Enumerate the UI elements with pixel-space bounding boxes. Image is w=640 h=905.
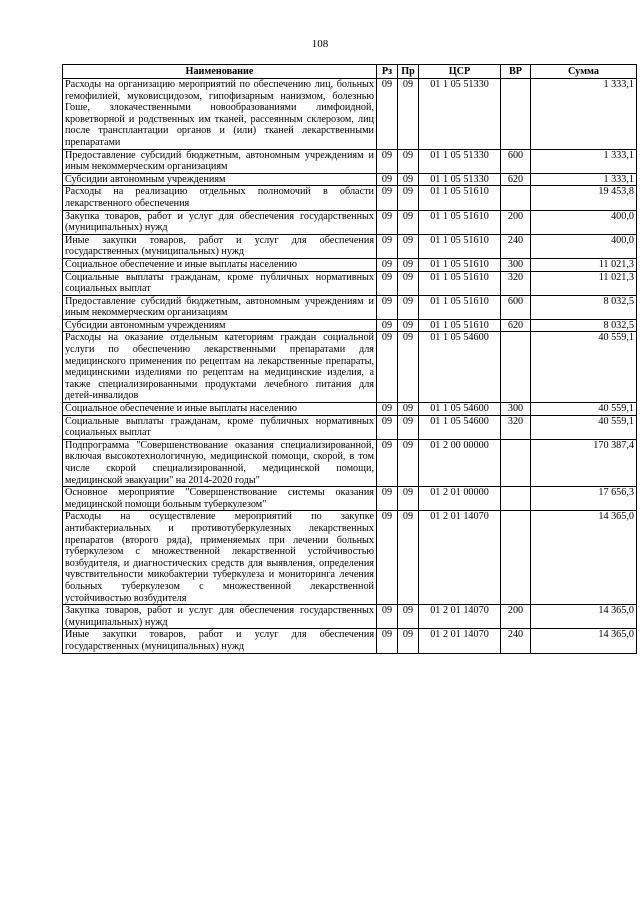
- row-csr: 01 2 01 14070: [419, 511, 501, 605]
- row-pr: 09: [398, 173, 419, 186]
- table-row: [63, 271, 637, 295]
- table-row: [63, 319, 637, 332]
- budget-table: [62, 64, 637, 654]
- row-name: Расходы на осуществление мероприятий по закупке антибактериальных и противотуберкулезных лекарственных препаратов (второго ряда), применяемых при лечении больных туберкулезом с множественной лекарственной устойчивостью возбудителя, и диагностических средств для выявления, определения чувствительности микобактерии туберкулеза и мониторинга лечения больных туберкулезом с множественной лекарственной устойчивостью возбудителя: [63, 511, 377, 605]
- row-csr: 01 1 05 51610: [419, 319, 501, 332]
- row-sum: 40 559,1: [531, 332, 637, 403]
- table-row: [63, 79, 637, 150]
- row-name: Социальное обеспечение и иные выплаты населению: [63, 403, 377, 416]
- row-sum: 14 365,0: [531, 605, 637, 629]
- row-csr: 01 1 05 51610: [419, 258, 501, 271]
- row-rz: 09: [377, 319, 398, 332]
- row-csr: 01 1 05 54600: [419, 415, 501, 439]
- table-row: [63, 605, 637, 629]
- table-row: [63, 332, 637, 403]
- row-csr: 01 2 00 00000: [419, 439, 501, 486]
- table-row: [63, 210, 637, 234]
- row-rz: 09: [377, 186, 398, 210]
- row-sum: 14 365,0: [531, 511, 637, 605]
- row-vr: 200: [501, 605, 531, 629]
- row-vr: 240: [501, 234, 531, 258]
- table-row: [63, 186, 637, 210]
- row-csr: 01 2 01 14070: [419, 605, 501, 629]
- row-vr: 600: [501, 149, 531, 173]
- row-name: Предоставление субсидий бюджетным, автономным учреждениям и иным некоммерческим организациям: [63, 295, 377, 319]
- row-name: Социальные выплаты гражданам, кроме публичных нормативных социальных выплат: [63, 271, 377, 295]
- row-csr: 01 1 05 51610: [419, 295, 501, 319]
- row-vr: 620: [501, 319, 531, 332]
- header-pr: Пр: [398, 65, 419, 79]
- row-sum: 11 021,3: [531, 271, 637, 295]
- row-vr: 320: [501, 271, 531, 295]
- row-sum: 1 333,1: [531, 149, 637, 173]
- row-name: Социальное обеспечение и иные выплаты населению: [63, 258, 377, 271]
- row-vr: 300: [501, 403, 531, 416]
- row-vr: 320: [501, 415, 531, 439]
- row-vr: 600: [501, 295, 531, 319]
- row-csr: 01 2 01 14070: [419, 629, 501, 653]
- row-rz: 09: [377, 629, 398, 653]
- row-name: Расходы на оказание отдельным категориям граждан социальной услуги по обеспечению лекарственными препаратами для медицинского применения по рецептам на лекарственные препараты, медицинскими изделиями по рецептам на медицинские изделия, а также специализированными продуктами лечебного питания для детей-инвалидов: [63, 332, 377, 403]
- table-row: [63, 403, 637, 416]
- row-rz: 09: [377, 439, 398, 486]
- row-csr: 01 1 05 51610: [419, 186, 501, 210]
- row-rz: 09: [377, 295, 398, 319]
- row-rz: 09: [377, 234, 398, 258]
- row-sum: 400,0: [531, 234, 637, 258]
- row-name: Подпрограмма "Совершенствование оказания специализированной, включая высокотехнологичную, медицинской помощи, скорой, в том числе скорой специализированной, медицинской помощи, медицинской эвакуации" на 2014-2020 годы": [63, 439, 377, 486]
- row-vr: 620: [501, 173, 531, 186]
- row-csr: 01 1 05 51610: [419, 271, 501, 295]
- row-sum: 170 387,4: [531, 439, 637, 486]
- row-sum: 11 021,3: [531, 258, 637, 271]
- row-rz: 09: [377, 605, 398, 629]
- row-pr: 09: [398, 403, 419, 416]
- row-vr: 240: [501, 629, 531, 653]
- row-rz: 09: [377, 511, 398, 605]
- table-body: [63, 79, 637, 654]
- row-name: Социальные выплаты гражданам, кроме публичных нормативных социальных выплат: [63, 415, 377, 439]
- row-pr: 09: [398, 605, 419, 629]
- row-rz: 09: [377, 271, 398, 295]
- row-name: Предоставление субсидий бюджетным, автономным учреждениям и иным некоммерческим организациям: [63, 149, 377, 173]
- row-sum: 40 559,1: [531, 415, 637, 439]
- row-pr: 09: [398, 271, 419, 295]
- row-csr: 01 1 05 54600: [419, 332, 501, 403]
- row-vr: [501, 79, 531, 150]
- row-pr: 09: [398, 439, 419, 486]
- row-name: Основное мероприятие "Совершенствование системы оказания медицинской помощи больным туберкулезом": [63, 487, 377, 511]
- row-vr: 300: [501, 258, 531, 271]
- row-pr: 09: [398, 629, 419, 653]
- row-vr: [501, 186, 531, 210]
- row-name: Иные закупки товаров, работ и услуг для обеспечения государственных (муниципальных) нужд: [63, 629, 377, 653]
- row-name: Иные закупки товаров, работ и услуг для обеспечения государственных (муниципальных) нужд: [63, 234, 377, 258]
- row-pr: 09: [398, 332, 419, 403]
- row-rz: 09: [377, 487, 398, 511]
- row-rz: 09: [377, 210, 398, 234]
- row-pr: 09: [398, 234, 419, 258]
- row-vr: [501, 332, 531, 403]
- row-sum: 8 032,5: [531, 295, 637, 319]
- row-name: Расходы на реализацию отдельных полномочий в области лекарственного обеспечения: [63, 186, 377, 210]
- row-sum: 40 559,1: [531, 403, 637, 416]
- table-row: [63, 258, 637, 271]
- table-row: [63, 295, 637, 319]
- row-rz: 09: [377, 79, 398, 150]
- row-pr: 09: [398, 319, 419, 332]
- row-csr: 01 1 05 51330: [419, 149, 501, 173]
- row-vr: [501, 439, 531, 486]
- row-csr: 01 1 05 51610: [419, 210, 501, 234]
- row-sum: 1 333,1: [531, 79, 637, 150]
- row-sum: 14 365,0: [531, 629, 637, 653]
- header-sum: Сумма: [531, 65, 637, 79]
- table-row: [63, 439, 637, 486]
- row-vr: 200: [501, 210, 531, 234]
- row-rz: 09: [377, 403, 398, 416]
- row-pr: 09: [398, 295, 419, 319]
- row-rz: 09: [377, 173, 398, 186]
- row-name: Субсидии автономным учреждениям: [63, 319, 377, 332]
- header-vr: ВР: [501, 65, 531, 79]
- row-pr: 09: [398, 149, 419, 173]
- row-name: Расходы на организацию мероприятий по обеспечению лиц, больных гемофилией, муковисцидозом, гипофизарным нанизмом, болезнью Гоше, злокачественными новообразованиями лимфоидной, кроветворной и родственных им тканей, рассеянным склерозом, лиц после трансплантации органов и (или) тканей лекарственными препаратами: [63, 79, 377, 150]
- row-pr: 09: [398, 487, 419, 511]
- row-rz: 09: [377, 415, 398, 439]
- row-pr: 09: [398, 79, 419, 150]
- row-rz: 09: [377, 258, 398, 271]
- row-name: Субсидии автономным учреждениям: [63, 173, 377, 186]
- row-pr: 09: [398, 258, 419, 271]
- header-csr: ЦСР: [419, 65, 501, 79]
- row-vr: [501, 511, 531, 605]
- table-row: [63, 149, 637, 173]
- row-sum: 19 453,8: [531, 186, 637, 210]
- table-row: [63, 511, 637, 605]
- header-name: Наименование: [63, 65, 377, 79]
- row-vr: [501, 487, 531, 511]
- row-csr: 01 1 05 54600: [419, 403, 501, 416]
- row-sum: 1 333,1: [531, 173, 637, 186]
- row-pr: 09: [398, 210, 419, 234]
- table-row: [63, 629, 637, 653]
- page-number: 108: [311, 38, 329, 50]
- table-header-row: [63, 65, 637, 79]
- row-rz: 09: [377, 332, 398, 403]
- table-row: [63, 234, 637, 258]
- row-sum: 17 656,3: [531, 487, 637, 511]
- row-csr: 01 1 05 51330: [419, 79, 501, 150]
- row-csr: 01 1 05 51610: [419, 234, 501, 258]
- row-rz: 09: [377, 149, 398, 173]
- row-pr: 09: [398, 511, 419, 605]
- row-name: Закупка товаров, работ и услуг для обеспечения государственных (муниципальных) нужд: [63, 605, 377, 629]
- row-pr: 09: [398, 415, 419, 439]
- row-sum: 400,0: [531, 210, 637, 234]
- row-csr: 01 1 05 51330: [419, 173, 501, 186]
- row-csr: 01 2 01 00000: [419, 487, 501, 511]
- row-sum: 8 032,5: [531, 319, 637, 332]
- header-rz: Рз: [377, 65, 398, 79]
- row-pr: 09: [398, 186, 419, 210]
- row-name: Закупка товаров, работ и услуг для обеспечения государственных (муниципальных) нужд: [63, 210, 377, 234]
- table-row: [63, 173, 637, 186]
- table-row: [63, 415, 637, 439]
- table-row: [63, 487, 637, 511]
